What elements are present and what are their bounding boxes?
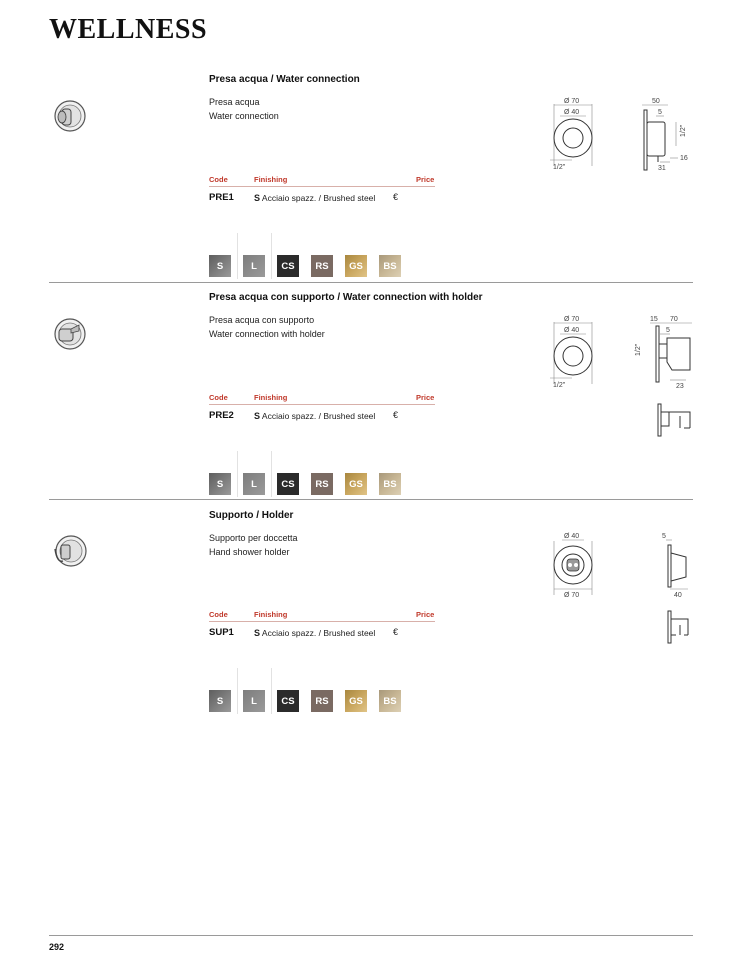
description-italian: Presa acqua [209,97,260,107]
finishing-code: S [254,193,261,203]
swatch-gs: GS [345,473,367,495]
dim-side-d: 23 [676,383,684,390]
swatch-brushed-steel: S [209,255,231,277]
description-english: Water connection with holder [209,328,325,339]
dim-side-a: 15 [650,316,658,323]
swatch-separator [271,233,272,279]
swatch-l: L [243,690,265,712]
swatch-rs: RS [311,690,333,712]
front-view-drawing [548,314,598,390]
finishing-value [254,193,375,203]
dim-inner-diameter: Ø 40 [564,533,580,540]
side-view-drawing [630,314,694,390]
price-currency: € [393,627,399,637]
header-finishing: Finishing [254,393,288,402]
description-english: Hand shower holder [209,546,290,557]
section-title: Presa acqua / Water connection [209,74,360,85]
swatch-l: L [243,473,265,495]
product-code: PRE1 [209,192,234,203]
hand-shower-holder-thumbnail [49,533,89,573]
swatch-brushed-steel: S [209,690,231,712]
dim-outer-diameter: Ø 70 [564,316,580,323]
dim-side-a: 5 [658,109,662,116]
dim-inner-diameter: Ø 40 [564,109,580,116]
header-code: Code [209,610,228,619]
swatch-bs: BS [379,255,401,277]
section-description [209,532,298,559]
swatch-rs: RS [311,255,333,277]
finishing-value [254,411,375,421]
price-currency: € [393,410,399,420]
description-italian: Presa acqua con supporto [209,315,315,325]
header-price: Price [416,175,435,184]
swatch-brushed-steel: S [209,473,231,495]
dim-side-b: 16 [680,155,688,162]
dim-side-c: 31 [658,165,666,172]
price-currency: € [393,192,399,202]
section-title: Presa acqua con supporto / Water connection with holder [209,292,483,303]
swatch-separator [237,451,238,497]
finishing-text: Acciaio spazz. / Brushed steel [260,193,376,203]
header-code: Code [209,175,228,184]
dim-side-a: 5 [662,533,666,540]
dim-side-c: 5 [666,327,670,334]
water-connection-thumbnail [49,98,89,138]
product-section-sup1 [0,499,742,717]
product-code: PRE2 [209,410,234,421]
header-underline [209,404,435,405]
header-underline [209,621,435,622]
front-view-drawing [548,96,598,172]
dim-thread: 1/2" [553,382,566,389]
section-divider [49,282,693,283]
swatch-separator [237,668,238,714]
side-view-drawing [656,531,692,599]
section-description [209,314,325,341]
dim-outer-diameter: Ø 70 [564,98,580,105]
footer-divider [49,935,693,936]
swatch-separator [271,451,272,497]
section-description [209,96,279,123]
swatch-bs: BS [379,690,401,712]
finishing-text: Acciaio spazz. / Brushed steel [260,628,376,638]
page-title: WELLNESS [49,14,208,45]
dim-side-b: 40 [674,592,682,599]
swatch-gs: GS [345,690,367,712]
swatch-gs: GS [345,255,367,277]
holder-side-drawing [664,609,694,645]
header-finishing: Finishing [254,175,288,184]
swatch-bs: BS [379,473,401,495]
finishing-code: S [254,628,261,638]
header-finishing: Finishing [254,610,288,619]
finishing-code: S [254,411,261,421]
header-price: Price [416,610,435,619]
section-title: Supporto / Holder [209,510,294,521]
swatch-l: L [243,255,265,277]
swatch-cs: CS [277,255,299,277]
swatch-separator [271,668,272,714]
description-italian: Supporto per doccetta [209,533,298,543]
dim-inner-diameter: Ø 40 [564,327,580,334]
swatch-cs: CS [277,473,299,495]
product-code: SUP1 [209,627,234,638]
swatch-cs: CS [277,690,299,712]
front-view-drawing [548,531,598,601]
product-section-pre1 [0,68,742,286]
dim-side-thread: 1/2" [635,343,642,356]
page-number: 292 [49,942,65,952]
finishing-text: Acciaio spazz. / Brushed steel [260,411,376,421]
dim-thread: 1/2" [553,164,566,171]
water-connection-holder-thumbnail [49,316,89,356]
finishing-value [254,628,375,638]
dim-side-width: 50 [652,98,660,105]
dim-side-thread: 1/2" [680,124,687,137]
swatch-separator [237,233,238,279]
description-english: Water connection [209,110,279,121]
section-divider [49,499,693,500]
dim-side-b: 70 [670,316,678,323]
swatch-rs: RS [311,473,333,495]
holder-side-drawing [654,402,694,438]
header-code: Code [209,393,228,402]
header-price: Price [416,393,435,402]
product-section-pre2 [0,282,742,500]
dim-outer-diameter: Ø 70 [564,592,580,599]
header-underline [209,186,435,187]
side-view-drawing [636,96,692,172]
